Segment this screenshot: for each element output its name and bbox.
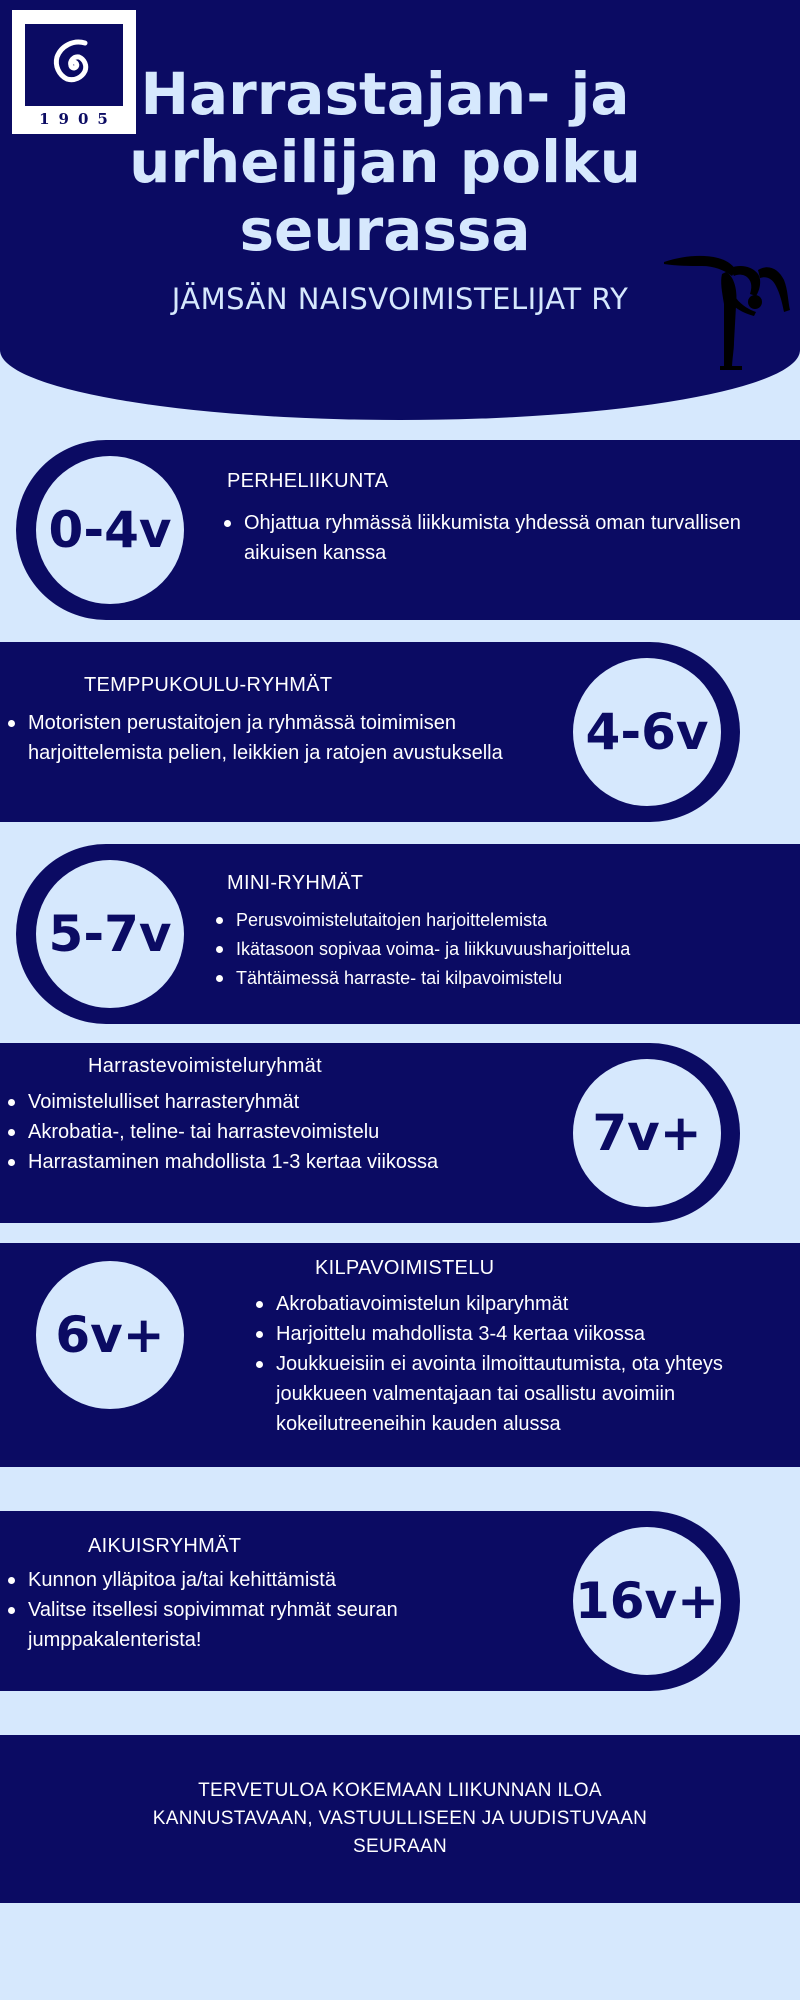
section-list	[6, 1565, 466, 1655]
section-title: KILPAVOIMISTELU	[315, 1257, 495, 1279]
age-badge: 0-4v	[36, 456, 184, 604]
list-item: Ikätasoon sopivaa voima- ja liikkuvuusharjoittelua	[214, 935, 774, 964]
page-title: Harrastajan- ja urheilijan polku seurassa	[129, 60, 641, 264]
section-title: AIKUISRYHMÄT	[88, 1535, 242, 1557]
gymnast-silhouette-icon	[662, 250, 792, 370]
section-list	[254, 1289, 734, 1439]
section-aikuisryhmat	[0, 1511, 740, 1691]
list-item: Valitse itsellesi sopivimmat ryhmät seuran jumppakalenterista!	[6, 1595, 466, 1655]
list-item: Voimistelulliset harrasteryhmät	[6, 1087, 526, 1117]
list-item: Perusvoimistelutaitojen harjoittelemista	[214, 906, 774, 935]
section-list	[214, 906, 774, 993]
age-badge: 4-6v	[573, 658, 721, 806]
age-badge: 7v+	[573, 1059, 721, 1207]
list-item: Akrobatiavoimistelun kilparyhmät	[254, 1289, 734, 1319]
age-badge: 16v+	[573, 1527, 721, 1675]
header-banner	[0, 0, 800, 420]
club-name: JÄMSÄN NAISVOIMISTELIJAT RY	[171, 282, 629, 316]
section-perheliikunta	[16, 440, 800, 620]
list-item: Harjoittelu mahdollista 3-4 kertaa viikossa	[254, 1319, 734, 1349]
age-badge: 6v+	[36, 1261, 184, 1409]
section-list	[6, 708, 506, 768]
section-harrastevoimistelu	[0, 1043, 740, 1223]
list-item: Joukkueisiin ei avointa ilmoittautumista, ota yhteys joukkueen valmentajaan tai osallistu avoimiin kokeilutreeneihin kauden alussa	[254, 1349, 734, 1439]
section-list	[6, 1087, 526, 1177]
section-mini-ryhmat	[16, 844, 800, 1024]
section-title: PERHELIIKUNTA	[227, 470, 389, 492]
list-item: Tähtäimessä harraste- tai kilpavoimistelu	[214, 964, 774, 993]
section-title: MINI-RYHMÄT	[227, 872, 364, 894]
footer-banner	[0, 1735, 800, 1903]
section-title: TEMPPUKOULU-RYHMÄT	[84, 674, 333, 696]
age-badge: 5-7v	[36, 860, 184, 1008]
section-list	[222, 508, 782, 568]
list-item: Akrobatia-, teline- tai harrastevoimistelu	[6, 1117, 526, 1147]
section-temppukoulu	[0, 642, 740, 822]
section-title: Harrastevoimisteluryhmät	[88, 1055, 322, 1077]
list-item: Motoristen perustaitojen ja ryhmässä toimimisen harjoittelemista pelien, leikkien ja ratojen avustuksella	[6, 708, 506, 768]
welcome-message: TERVETULOA KOKEMAAN LIIKUNNAN ILOA KANNUSTAVAAN, VASTUULLISEEN JA UUDISTUVAAN SEURAAN	[152, 1780, 648, 1857]
spiral-icon	[25, 24, 123, 106]
list-item: Ohjattua ryhmässä liikkumista yhdessä oman turvallisen aikuisen kanssa	[222, 508, 782, 568]
logo-year: 1905	[39, 110, 117, 128]
section-kilpavoimistelu	[0, 1243, 800, 1467]
list-item: Harrastaminen mahdollista 1-3 kertaa viikossa	[6, 1147, 526, 1177]
list-item: Kunnon ylläpitoa ja/tai kehittämistä	[6, 1565, 466, 1595]
